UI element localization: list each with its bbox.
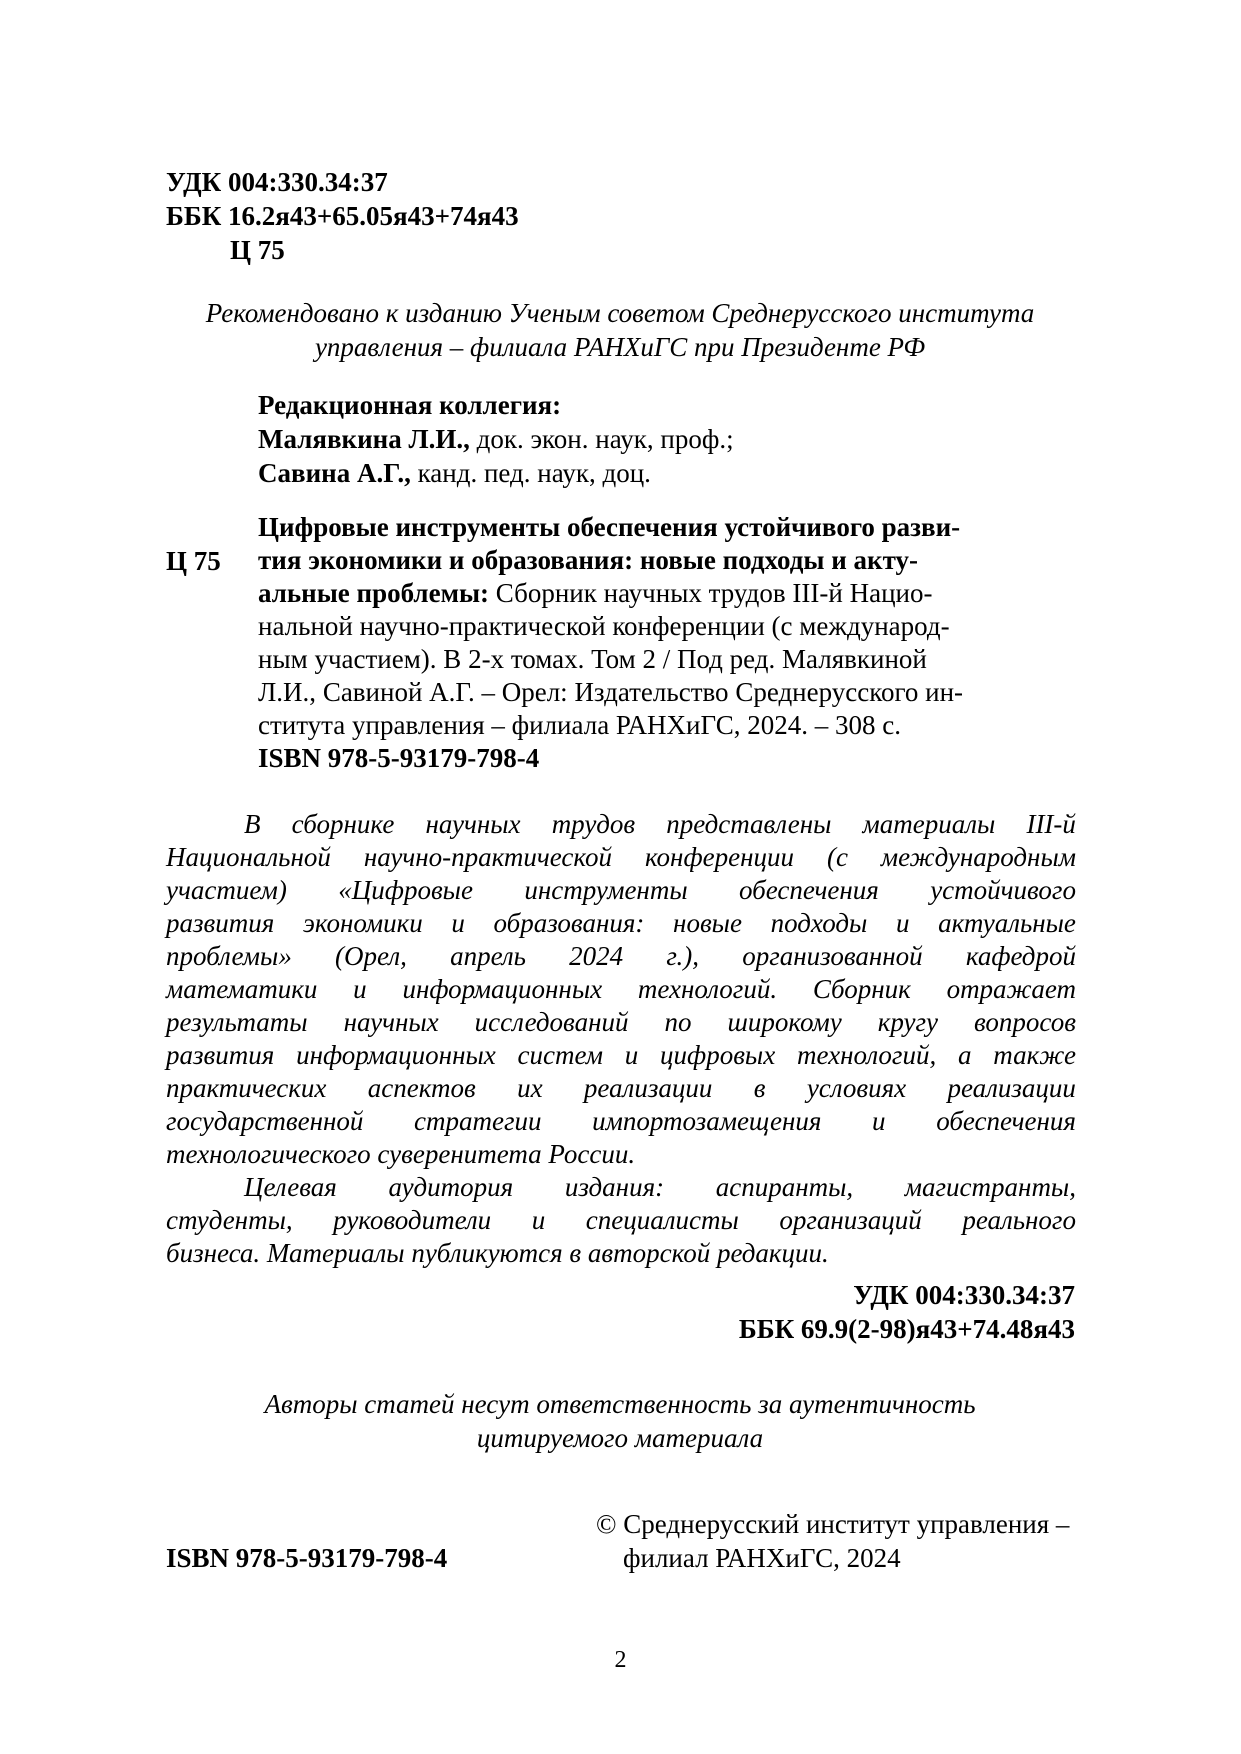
word: Нацио- — [849, 578, 933, 608]
word: и — [872, 1106, 886, 1136]
word: обеспечения — [936, 1106, 1076, 1136]
word: также — [993, 1040, 1076, 1070]
word: А.Г. — [429, 677, 475, 707]
editor-name: Савина А.Г., — [258, 458, 411, 488]
word: аспектов — [367, 1073, 476, 1103]
word: а — [957, 1040, 972, 1070]
word: в — [753, 1073, 766, 1103]
word: Сборник — [812, 974, 911, 1004]
word: (с — [826, 842, 848, 872]
word: проблемы» — [166, 941, 292, 971]
word: (Орел, — [335, 941, 407, 971]
word: – — [481, 677, 495, 707]
word: трудов — [708, 578, 786, 608]
word: Среднерусского — [735, 677, 919, 707]
word: обеспечения — [739, 875, 879, 905]
word: организаций — [779, 1205, 922, 1235]
udk-code: УДК 004:330.34:37 — [853, 1280, 1075, 1310]
word: экономики — [302, 908, 423, 938]
word: исследований — [474, 1007, 629, 1037]
word: вопросов — [974, 1007, 1076, 1037]
word: студенты, — [166, 1205, 293, 1235]
biblio-line — [258, 643, 1032, 676]
authors-responsibility-note — [150, 1388, 1090, 1456]
word: устойчивого — [724, 512, 875, 542]
word: стратегии — [414, 1106, 542, 1136]
word: Под — [676, 644, 723, 674]
word: образования: — [493, 908, 645, 938]
word: отражает — [946, 974, 1076, 1004]
word: материалы — [862, 809, 996, 839]
word: Том — [591, 644, 636, 674]
word: научных — [343, 1007, 439, 1037]
publication-recommendation — [150, 297, 1090, 365]
word: научно-практической — [359, 611, 606, 641]
annotation-line — [166, 1072, 1076, 1105]
word: и — [448, 545, 465, 575]
page-number: 2 — [614, 1647, 627, 1673]
annotation-line — [166, 1138, 1076, 1171]
word: 2024 — [569, 941, 624, 971]
biblio-line — [258, 511, 1032, 544]
catalog-codes-right — [739, 1279, 1075, 1347]
annotation-line — [166, 874, 1076, 907]
word: ным — [258, 644, 308, 674]
udk-code: УДК 004:330.34:37 — [166, 167, 388, 197]
word: научных — [425, 809, 521, 839]
word: Малявкиной — [782, 644, 927, 674]
word: и — [624, 1040, 639, 1070]
word: руководители — [333, 1205, 492, 1235]
word: конференции — [612, 611, 765, 641]
author-cipher: Ц 75 — [230, 235, 285, 265]
word: и — [531, 1205, 546, 1235]
word: систем — [517, 1040, 604, 1070]
word: новые — [639, 545, 716, 575]
word: ред. — [729, 644, 776, 674]
word: г.), — [666, 941, 700, 971]
word: экономики — [308, 545, 443, 575]
word: государственной — [166, 1106, 364, 1136]
word: сборнике — [291, 809, 395, 839]
editorial-heading: Редакционная коллегия: — [258, 390, 562, 420]
word: нальной — [258, 611, 353, 641]
word: и — [831, 545, 847, 575]
biblio-line — [258, 577, 1032, 610]
annotation-line — [166, 808, 1076, 841]
word: представлены — [666, 809, 832, 839]
copyright-line-1: © Среднерусский институт управления – — [596, 1509, 1070, 1539]
word: ин- — [925, 677, 964, 707]
copyright — [596, 1508, 1069, 1576]
word: 2 — [642, 644, 656, 674]
annotation-line — [166, 1006, 1076, 1039]
annotation-line — [166, 973, 1076, 1006]
editor-entry — [258, 457, 1058, 491]
word: III-й — [1026, 809, 1076, 839]
word: информационных — [296, 1040, 496, 1070]
book-title-end: альные проблемы: — [258, 578, 490, 608]
annotation-line — [166, 1171, 1076, 1204]
word: тия — [258, 545, 302, 575]
editor-title: канд. пед. наук, доц. — [410, 458, 651, 488]
word: практических — [166, 1073, 327, 1103]
word: трудов — [551, 809, 636, 839]
word: участием). — [314, 644, 437, 674]
word: / — [662, 644, 671, 674]
word: и — [451, 908, 465, 938]
biblio-isbn: ISBN 978-5-93179-798-4 — [258, 743, 540, 773]
annotation-line — [166, 1204, 1076, 1237]
word: обеспечения — [567, 512, 718, 542]
word: и — [895, 908, 910, 938]
word: апрель — [450, 941, 526, 971]
word: развития — [166, 908, 275, 938]
word: международным — [880, 842, 1076, 872]
word: Национальной — [166, 842, 331, 872]
annotation-line — [166, 1105, 1076, 1138]
copyright-line-2: филиал РАНХиГС, 2024 — [623, 1543, 901, 1573]
word: реального — [962, 1205, 1076, 1235]
word: томах. — [510, 644, 585, 674]
word: участием) — [166, 875, 287, 905]
word: научно-практической — [363, 842, 612, 872]
word: В — [244, 809, 261, 839]
annotation-line — [166, 907, 1076, 940]
authors-note-line-1: Авторы статей несут ответственность за аутентичность — [264, 1389, 976, 1419]
word: информационных — [402, 974, 603, 1004]
annotation-text: бизнеса. Материалы публикуются в авторской редакции. — [166, 1238, 829, 1268]
word: подходы — [770, 908, 868, 938]
word: развития — [166, 1040, 275, 1070]
word: подходы — [722, 545, 825, 575]
word: акту- — [853, 545, 919, 575]
word: разви- — [881, 512, 961, 542]
editor-entry — [258, 423, 1058, 457]
editorial-board — [258, 389, 1058, 491]
word: издания: — [564, 1172, 665, 1202]
recommendation-line-1: Рекомендовано к изданию Ученым советом Среднерусского института — [205, 298, 1035, 328]
word: организованной — [742, 941, 923, 971]
biblio-line: ститута управления – филиала РАНХиГС, 2024. – 308 с. — [258, 710, 901, 740]
word: Л.И., — [258, 677, 317, 707]
recommendation-line-2: управления – филиала РАНХиГС при Президенте РФ — [314, 332, 926, 362]
word: III-й — [792, 578, 843, 608]
annotation-line — [166, 841, 1076, 874]
word: магистранты, — [904, 1172, 1076, 1202]
word: новые — [673, 908, 742, 938]
word: аспиранты, — [715, 1172, 854, 1202]
word: научных — [603, 578, 702, 608]
word: реализации — [583, 1073, 713, 1103]
word: Савиной — [322, 677, 423, 707]
word: технологий. — [637, 974, 778, 1004]
word: по — [664, 1007, 692, 1037]
word: международ- — [799, 611, 950, 641]
editor-title: док. экон. наук, проф.; — [469, 424, 734, 454]
word: аудитория — [388, 1172, 514, 1202]
word: (с — [771, 611, 793, 641]
word: 2-х — [468, 644, 505, 674]
annotation-text: технологического суверенитета России. — [166, 1139, 636, 1169]
bbk-code: ББК 16.2я43+65.05я43+74я43 — [166, 201, 519, 231]
word: кругу — [877, 1007, 938, 1037]
editor-name: Малявкина Л.И., — [258, 424, 470, 454]
word: технологий, — [796, 1040, 937, 1070]
bbk-code: ББК 69.9(2-98)я43+74.48я43 — [738, 1314, 1075, 1344]
word: цифровых — [660, 1040, 776, 1070]
word: Целевая — [244, 1172, 337, 1202]
biblio-line — [258, 544, 1032, 577]
word: Издательство — [574, 677, 729, 707]
word: инструменты — [395, 512, 561, 542]
annotation-line — [166, 940, 1076, 973]
word: актуальные — [938, 908, 1076, 938]
word: В — [443, 644, 462, 674]
biblio-line — [258, 610, 1032, 643]
word: их — [517, 1073, 543, 1103]
word: математики — [166, 974, 318, 1004]
annotation-line — [166, 1039, 1076, 1072]
word: «Цифровые — [338, 875, 473, 905]
word: Орел: — [501, 677, 568, 707]
word: результаты — [166, 1007, 308, 1037]
catalog-codes — [166, 166, 666, 268]
annotation — [166, 808, 1076, 1270]
word: инструменты — [524, 875, 688, 905]
biblio-line — [258, 676, 1032, 709]
bibliographic-description — [258, 511, 1032, 775]
word: широкому — [727, 1007, 842, 1037]
bibliography-cipher: Ц 75 — [166, 546, 221, 576]
word: Цифровые — [258, 512, 389, 542]
authors-note-line-2: цитируемого материала — [476, 1423, 764, 1453]
word: кафедрой — [965, 941, 1076, 971]
word: устойчивого — [930, 875, 1076, 905]
isbn: ISBN 978-5-93179-798-4 — [166, 1543, 448, 1573]
word: условиях — [806, 1073, 907, 1103]
word: Сборник — [495, 578, 597, 608]
annotation-line — [166, 1237, 1076, 1270]
word: реализации — [947, 1073, 1076, 1103]
word: образования: — [471, 545, 634, 575]
word: конференции — [644, 842, 794, 872]
word: импортозамещения — [592, 1106, 822, 1136]
word: и — [353, 974, 367, 1004]
word: специалисты — [585, 1205, 739, 1235]
